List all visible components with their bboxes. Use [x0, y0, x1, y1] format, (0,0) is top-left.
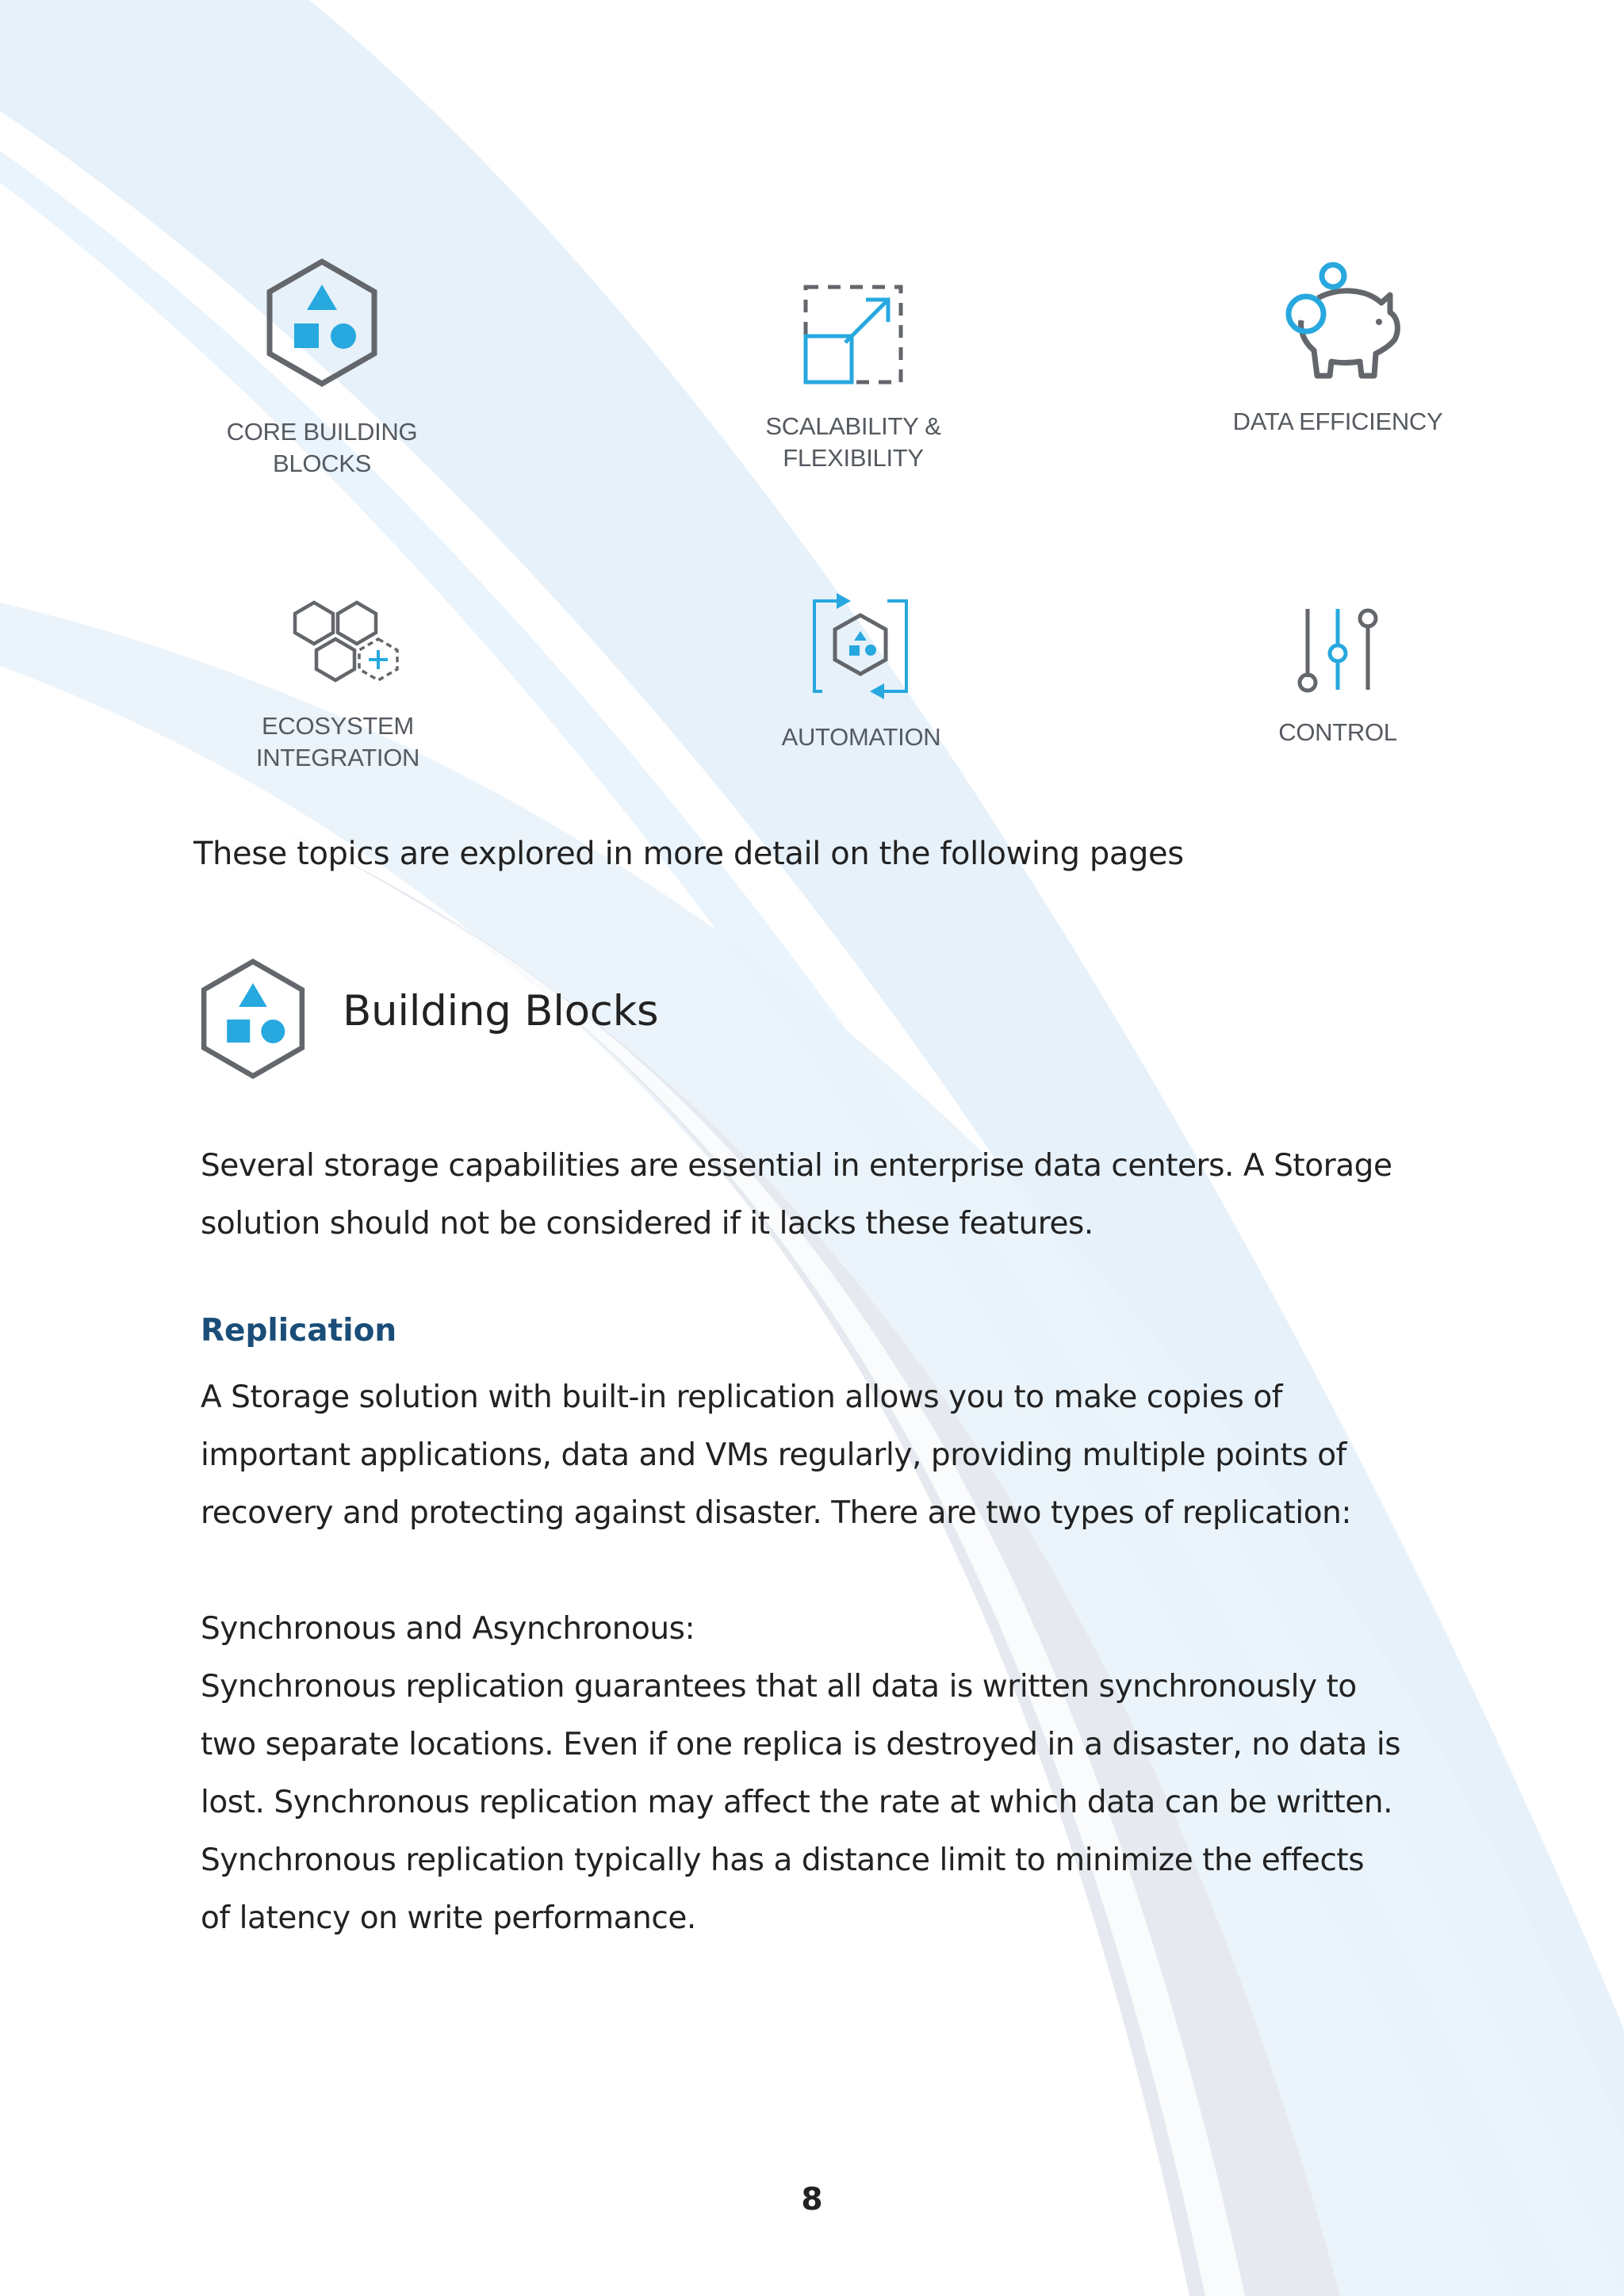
- paragraph-replication: [201, 1368, 1485, 1542]
- paragraph-intro: [201, 1137, 1485, 1253]
- feature-control: [1195, 601, 1480, 748]
- text-line: Synchronous and Asynchronous:: [201, 1611, 695, 1647]
- text-line: of latency on write performance.: [201, 1900, 696, 1936]
- building-blocks-hexagon-icon: [193, 951, 312, 1086]
- text-line: A Storage solution with built-in replication allows you to make copies of: [201, 1380, 1283, 1415]
- feature-label: SCALABILITY & FLEXIBILITY: [765, 412, 941, 472]
- piggy-bank-icon: [1274, 257, 1401, 392]
- text-line: Synchronous replication guarantees that all data is written synchronously to: [201, 1669, 1357, 1705]
- text-line: lost. Synchronous replication may affect the rate at which data can be written.: [201, 1785, 1393, 1820]
- feature-label: DATA EFFICIENCY: [1232, 408, 1443, 435]
- feature-scalability-flexibility: [710, 279, 996, 474]
- text-line: important applications, data and VMs regularly, providing multiple points of: [201, 1437, 1346, 1473]
- text-line: recovery and protecting against disaster. There are two types of replication:: [201, 1495, 1352, 1531]
- automation-cycle-icon: [802, 587, 921, 706]
- feature-label: CORE BUILDING BLOCKS: [226, 418, 418, 477]
- page-number: 8: [801, 2182, 823, 2218]
- subheading-replication: Replication: [201, 1313, 397, 1349]
- intro-text: These topics are explored in more detail on the following pages: [193, 836, 1184, 872]
- feature-data-efficiency: [1195, 257, 1480, 438]
- hexagon-cluster-plus-icon: [274, 596, 401, 688]
- scale-arrow-icon: [798, 279, 909, 390]
- feature-label: AUTOMATION: [781, 723, 941, 751]
- paragraph-synchronous: [201, 1600, 1485, 1947]
- section-title: Building Blocks: [343, 987, 659, 1035]
- building-blocks-hexagon-icon: [259, 255, 385, 390]
- feature-label: ECOSYSTEM INTEGRATION: [255, 712, 420, 771]
- feature-label: CONTROL: [1278, 718, 1397, 746]
- sliders-icon: [1290, 601, 1385, 696]
- text-line: two separate locations. Even if one replica is destroyed in a disaster, no data is: [201, 1727, 1401, 1762]
- section-header: [193, 951, 312, 1086]
- text-line: Several storage capabilities are essential in enterprise data centers. A Storage: [201, 1148, 1392, 1184]
- feature-automation: [718, 587, 1004, 753]
- feature-core-building-blocks: [179, 255, 465, 480]
- feature-ecosystem-integration: [179, 596, 496, 774]
- text-line: solution should not be considered if it lacks these features.: [201, 1206, 1094, 1242]
- text-line: Synchronous replication typically has a distance limit to minimize the effects: [201, 1843, 1365, 1878]
